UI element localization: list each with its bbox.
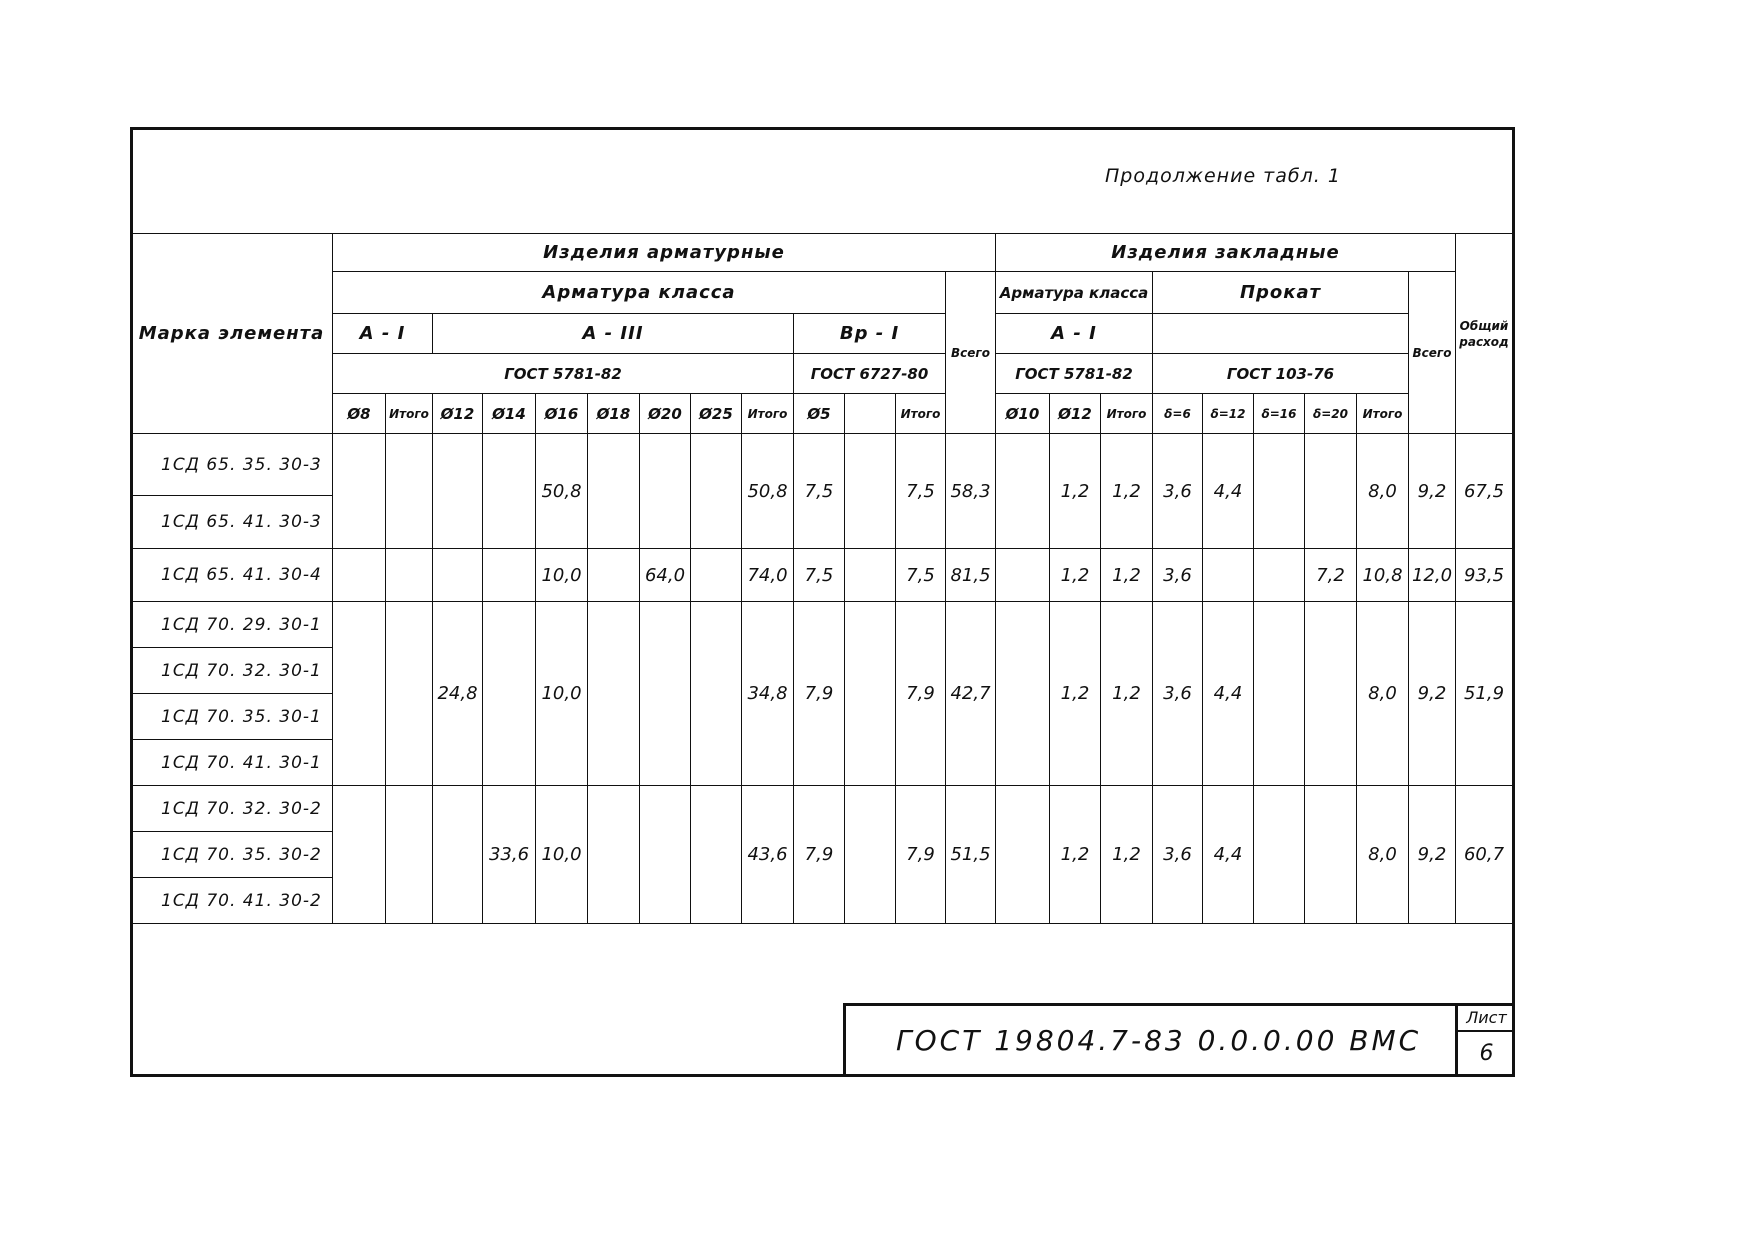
value-cell [483,434,536,549]
col-t20: δ=20 [1305,394,1357,434]
value-cell [845,549,896,602]
value-cell: 7,9 [794,602,845,786]
element-mark-cell: 1СД 65. 41. 30-3 [131,496,333,549]
header-a3: А - III [433,314,794,354]
value-cell: 7,5 [896,549,946,602]
col-d16: Ø16 [536,394,588,434]
value-cell: 12,0 [1409,549,1456,602]
col-empty [845,394,896,434]
header-a1: А - I [333,314,433,354]
value-cell [640,602,691,786]
table-row [131,602,1513,648]
value-cell: 1,2 [1050,786,1101,924]
value-cell [433,549,483,602]
col-itogo: Итого [386,394,433,434]
value-cell [996,602,1050,786]
value-cell [1254,602,1305,786]
col-t16: δ=16 [1254,394,1305,434]
value-cell: 4,4 [1203,602,1254,786]
table-row [131,786,1513,832]
value-cell: 7,5 [794,434,845,549]
value-cell [640,434,691,549]
col-itogo: Итого [742,394,794,434]
value-cell: 51,5 [946,786,996,924]
col-d8: Ø8 [333,394,386,434]
value-cell [483,549,536,602]
value-cell [588,549,640,602]
value-cell [691,434,742,549]
element-mark-cell: 1СД 70. 41. 30-1 [131,740,333,786]
value-cell: 1,2 [1101,434,1153,549]
sheet-box [1455,1006,1515,1077]
value-cell [483,602,536,786]
value-cell [691,786,742,924]
header-products-embed: Изделия закладные [996,234,1456,272]
value-cell: 3,6 [1153,434,1203,549]
value-cell: 33,6 [483,786,536,924]
value-cell [588,434,640,549]
value-cell [845,434,896,549]
value-cell: 74,0 [742,549,794,602]
element-mark-cell: 1СД 70. 35. 30-2 [131,832,333,878]
header-empty-cell [1153,314,1409,354]
header-total2: Всего [1409,272,1456,434]
element-mark-cell: 1СД 70. 29. 30-1 [131,602,333,648]
title-block [843,1003,1515,1077]
value-cell [333,434,386,549]
value-cell: 1,2 [1050,434,1101,549]
header-products-reinf: Изделия арматурные [333,234,996,272]
value-cell [845,786,896,924]
header-bp1: Вр - I [794,314,946,354]
value-cell: 4,4 [1203,786,1254,924]
value-cell: 8,0 [1357,786,1409,924]
col-itogo: Итого [1357,394,1409,434]
value-cell [1305,786,1357,924]
col-t6: δ=6 [1153,394,1203,434]
col-d10-embed: Ø10 [996,394,1050,434]
value-cell: 7,5 [794,549,845,602]
document-code: ГОСТ 19804.7-83 0.0.0.00 ВМС [896,1024,1422,1057]
value-cell: 64,0 [640,549,691,602]
col-t12: δ=12 [1203,394,1254,434]
value-cell: 50,8 [536,434,588,549]
value-cell [1254,549,1305,602]
element-mark-cell: 1СД 65. 35. 30-3 [131,434,333,496]
table-row [131,434,1513,496]
header-a1-embed: А - I [996,314,1153,354]
value-cell: 60,7 [1456,786,1513,924]
value-cell: 1,2 [1050,549,1101,602]
col-d12: Ø12 [433,394,483,434]
value-cell: 50,8 [742,434,794,549]
value-cell [333,602,386,786]
value-cell [588,786,640,924]
value-cell [1305,602,1357,786]
value-cell [996,434,1050,549]
value-cell: 1,2 [1101,786,1153,924]
value-cell: 7,9 [794,786,845,924]
col-itogo: Итого [896,394,946,434]
specification-table [130,233,1513,924]
sheet-label: Лист [1458,1006,1515,1032]
value-cell [433,786,483,924]
header-rolled: Прокат [1153,272,1409,314]
value-cell [433,434,483,549]
value-cell [845,602,896,786]
col-d14: Ø14 [483,394,536,434]
element-mark-cell: 1СД 70. 32. 30-1 [131,648,333,694]
element-mark-cell: 1СД 70. 41. 30-2 [131,878,333,924]
header-gost-103: ГОСТ 103-76 [1153,354,1409,394]
value-cell [640,786,691,924]
element-mark-cell: 1СД 70. 35. 30-1 [131,694,333,740]
header-embed-reinf-class: Арматура класса [996,272,1153,314]
value-cell [691,549,742,602]
value-cell: 8,0 [1357,602,1409,786]
value-cell: 10,0 [536,786,588,924]
col-d12-embed: Ø12 [1050,394,1101,434]
value-cell: 51,9 [1456,602,1513,786]
value-cell [386,549,433,602]
header-reinf-class: Арматура класса [333,272,946,314]
header-gost-5781-embed: ГОСТ 5781-82 [996,354,1153,394]
value-cell [588,602,640,786]
value-cell: 4,4 [1203,434,1254,549]
value-cell: 10,0 [536,549,588,602]
value-cell: 1,2 [1101,602,1153,786]
value-cell: 1,2 [1101,549,1153,602]
value-cell: 10,8 [1357,549,1409,602]
value-cell: 67,5 [1456,434,1513,549]
element-mark-cell: 1СД 65. 41. 30-4 [131,549,333,602]
value-cell [1305,434,1357,549]
value-cell: 81,5 [946,549,996,602]
value-cell: 3,6 [1153,786,1203,924]
value-cell: 43,6 [742,786,794,924]
value-cell [1254,786,1305,924]
value-cell: 9,2 [1409,602,1456,786]
element-mark-cell: 1СД 70. 32. 30-2 [131,786,333,832]
value-cell: 93,5 [1456,549,1513,602]
value-cell: 42,7 [946,602,996,786]
value-cell [1203,549,1254,602]
value-cell [386,602,433,786]
col-d5: Ø5 [794,394,845,434]
header-gost-6727: ГОСТ 6727-80 [794,354,946,394]
value-cell [1254,434,1305,549]
header-overall: Общий расход [1456,234,1513,434]
value-cell [996,549,1050,602]
header-total1: Всего [946,272,996,434]
value-cell [691,602,742,786]
value-cell: 7,9 [896,786,946,924]
table-row [131,549,1513,602]
value-cell: 34,8 [742,602,794,786]
value-cell: 3,6 [1153,549,1203,602]
sheet-number: 6 [1479,1041,1494,1066]
value-cell [386,786,433,924]
value-cell: 9,2 [1409,786,1456,924]
col-d18: Ø18 [588,394,640,434]
continuation-title: Продолжение табл. 1 [1105,165,1341,187]
value-cell [333,786,386,924]
col-d25: Ø25 [691,394,742,434]
value-cell: 1,2 [1050,602,1101,786]
value-cell: 58,3 [946,434,996,549]
value-cell: 7,9 [896,602,946,786]
value-cell: 7,2 [1305,549,1357,602]
value-cell [333,549,386,602]
value-cell: 9,2 [1409,434,1456,549]
table-body [131,434,1513,924]
value-cell: 3,6 [1153,602,1203,786]
value-cell [386,434,433,549]
value-cell: 8,0 [1357,434,1409,549]
value-cell: 10,0 [536,602,588,786]
value-cell [996,786,1050,924]
col-itogo: Итого [1101,394,1153,434]
header-mark: Марка элемента [131,234,333,434]
value-cell: 24,8 [433,602,483,786]
header-gost-5781: ГОСТ 5781-82 [333,354,794,394]
col-d20: Ø20 [640,394,691,434]
value-cell: 7,5 [896,434,946,549]
